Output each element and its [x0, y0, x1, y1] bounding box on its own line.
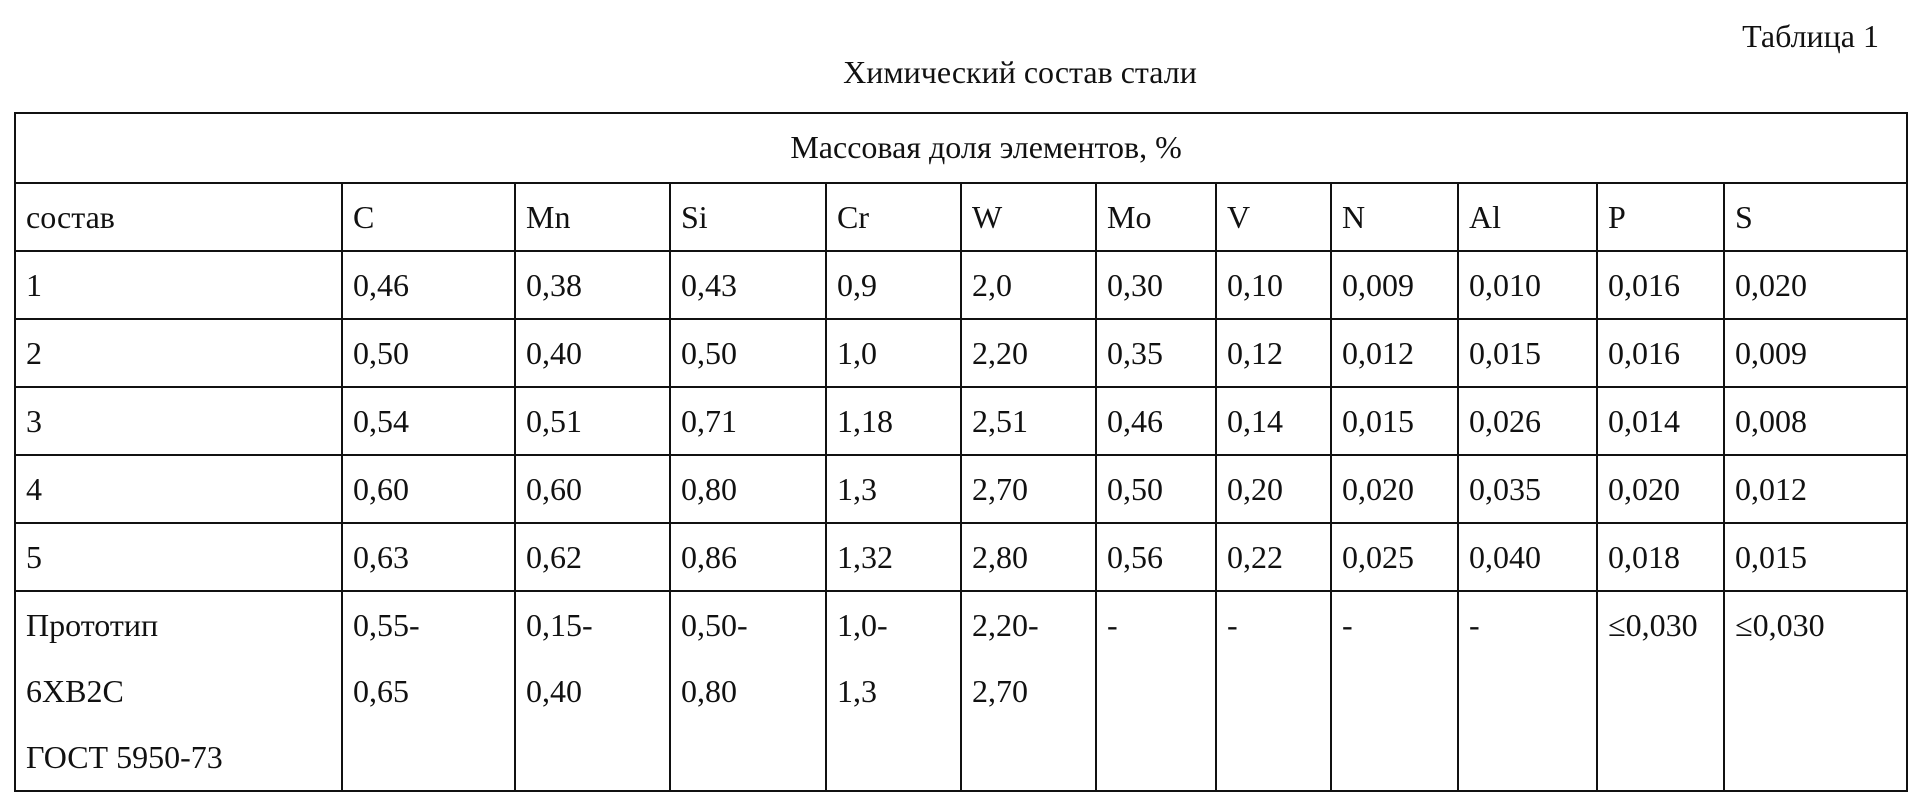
column-header: Mo: [1096, 183, 1216, 251]
prototype-row: [15, 591, 1907, 791]
column-header: Si: [670, 183, 826, 251]
table-cell: 1,18: [826, 387, 961, 455]
table-cell: 0,20: [1216, 455, 1331, 523]
table-cell: 0,009: [1331, 251, 1458, 319]
table-caption: Массовая доля элементов, %: [15, 113, 1907, 183]
table-cell: 0,40: [515, 319, 670, 387]
prototype-cell: [1096, 591, 1216, 791]
prototype-cell: [342, 591, 515, 791]
table-row: [15, 319, 1907, 387]
table-cell: 0,60: [515, 455, 670, 523]
table-cell: 0,38: [515, 251, 670, 319]
composition-number: 3: [15, 387, 342, 455]
table-cell: 0,012: [1331, 319, 1458, 387]
table-cell: 0,010: [1458, 251, 1597, 319]
composition-number: 1: [15, 251, 342, 319]
table-cell: 0,50: [342, 319, 515, 387]
table-cell: 0,10: [1216, 251, 1331, 319]
table-cell: 0,51: [515, 387, 670, 455]
table-cell: 0,016: [1597, 251, 1724, 319]
column-header: V: [1216, 183, 1331, 251]
column-header: N: [1331, 183, 1458, 251]
prototype-cell: [1597, 591, 1724, 791]
column-header: C: [342, 183, 515, 251]
table-cell: 0,14: [1216, 387, 1331, 455]
table-cell: 0,015: [1331, 387, 1458, 455]
table-cell: 0,80: [670, 455, 826, 523]
column-header: состав: [15, 183, 342, 251]
table-cell: 0,020: [1724, 251, 1907, 319]
table-cell: 0,12: [1216, 319, 1331, 387]
table-cell: 0,46: [342, 251, 515, 319]
table-cell: 0,025: [1331, 523, 1458, 591]
prototype-cell-line: 0,80: [681, 673, 737, 709]
table-number: Таблица 1: [1742, 18, 1879, 54]
prototype-cell: [826, 591, 961, 791]
composition-number: 5: [15, 523, 342, 591]
table-cell: 2,70: [961, 455, 1096, 523]
prototype-name-line: ГОСТ 5950-73: [26, 739, 223, 775]
table-cell: 0,35: [1096, 319, 1216, 387]
prototype-cell: [515, 591, 670, 791]
table-cell: 1,0: [826, 319, 961, 387]
prototype-cell: [1724, 591, 1907, 791]
header-row: [15, 183, 1907, 251]
table-cell: 0,008: [1724, 387, 1907, 455]
table-cell: 0,62: [515, 523, 670, 591]
prototype-cell-line: ≤0,030: [1735, 607, 1825, 643]
prototype-cell-line: -: [1107, 607, 1118, 643]
prototype-cell: [1331, 591, 1458, 791]
prototype-cell-line: 0,40: [526, 673, 582, 709]
table-row: [15, 523, 1907, 591]
prototype-cell-line: 0,15-: [526, 607, 593, 643]
prototype-cell-line: 0,55-: [353, 607, 420, 643]
table-cell: 0,9: [826, 251, 961, 319]
table-row: [15, 387, 1907, 455]
table-cell: 0,22: [1216, 523, 1331, 591]
table-cell: 0,63: [342, 523, 515, 591]
table-cell: 0,30: [1096, 251, 1216, 319]
table-cell: 0,46: [1096, 387, 1216, 455]
prototype-cell-line: 2,20-: [972, 607, 1039, 643]
composition-number: 4: [15, 455, 342, 523]
table-cell: 0,016: [1597, 319, 1724, 387]
table-cell: 0,035: [1458, 455, 1597, 523]
prototype-cell-line: -: [1227, 607, 1238, 643]
table-cell: 0,50: [1096, 455, 1216, 523]
table-cell: 0,56: [1096, 523, 1216, 591]
table-cell: 0,54: [342, 387, 515, 455]
prototype-cell: [1458, 591, 1597, 791]
table-cell: 2,0: [961, 251, 1096, 319]
prototype-cell-line: ≤0,030: [1608, 607, 1698, 643]
table-row: [15, 455, 1907, 523]
column-header: Al: [1458, 183, 1597, 251]
column-header: Mn: [515, 183, 670, 251]
prototype-cell-line: 0,50-: [681, 607, 748, 643]
table-title: Химический состав стали: [843, 54, 1197, 90]
table-cell: 0,026: [1458, 387, 1597, 455]
table-cell: 2,20: [961, 319, 1096, 387]
table-cell: 0,86: [670, 523, 826, 591]
composition-number: 2: [15, 319, 342, 387]
table-cell: 0,60: [342, 455, 515, 523]
table-cell: 0,020: [1597, 455, 1724, 523]
table-cell: 0,43: [670, 251, 826, 319]
prototype-cell: [961, 591, 1096, 791]
prototype-cell-line: -: [1342, 607, 1353, 643]
prototype-cell-line: 1,3: [837, 673, 877, 709]
table-cell: 0,50: [670, 319, 826, 387]
table-cell: 0,040: [1458, 523, 1597, 591]
table-cell: 0,71: [670, 387, 826, 455]
composition-table: [14, 112, 1908, 792]
table-cell: 1,3: [826, 455, 961, 523]
prototype-cell-line: 1,0-: [837, 607, 888, 643]
table-row: [15, 251, 1907, 319]
table-cell: 0,009: [1724, 319, 1907, 387]
prototype-cell-line: -: [1469, 607, 1480, 643]
prototype-name-line: 6ХВ2С: [26, 673, 124, 709]
prototype-name: [15, 591, 342, 791]
column-header: W: [961, 183, 1096, 251]
table-cell: 0,014: [1597, 387, 1724, 455]
table-body: [15, 113, 1907, 791]
column-header: S: [1724, 183, 1907, 251]
table-cell: 0,015: [1724, 523, 1907, 591]
column-header: Cr: [826, 183, 961, 251]
prototype-cell: [1216, 591, 1331, 791]
prototype-cell-line: 2,70: [972, 673, 1028, 709]
table-cell: 0,012: [1724, 455, 1907, 523]
table-cell: 2,51: [961, 387, 1096, 455]
caption-row: [15, 113, 1907, 183]
prototype-name-line: Прототип: [26, 607, 159, 643]
table-cell: 1,32: [826, 523, 961, 591]
column-header: P: [1597, 183, 1724, 251]
prototype-cell-line: 0,65: [353, 673, 409, 709]
table-cell: 0,020: [1331, 455, 1458, 523]
prototype-cell: [670, 591, 826, 791]
table-cell: 0,018: [1597, 523, 1724, 591]
table-cell: 2,80: [961, 523, 1096, 591]
table-cell: 0,015: [1458, 319, 1597, 387]
